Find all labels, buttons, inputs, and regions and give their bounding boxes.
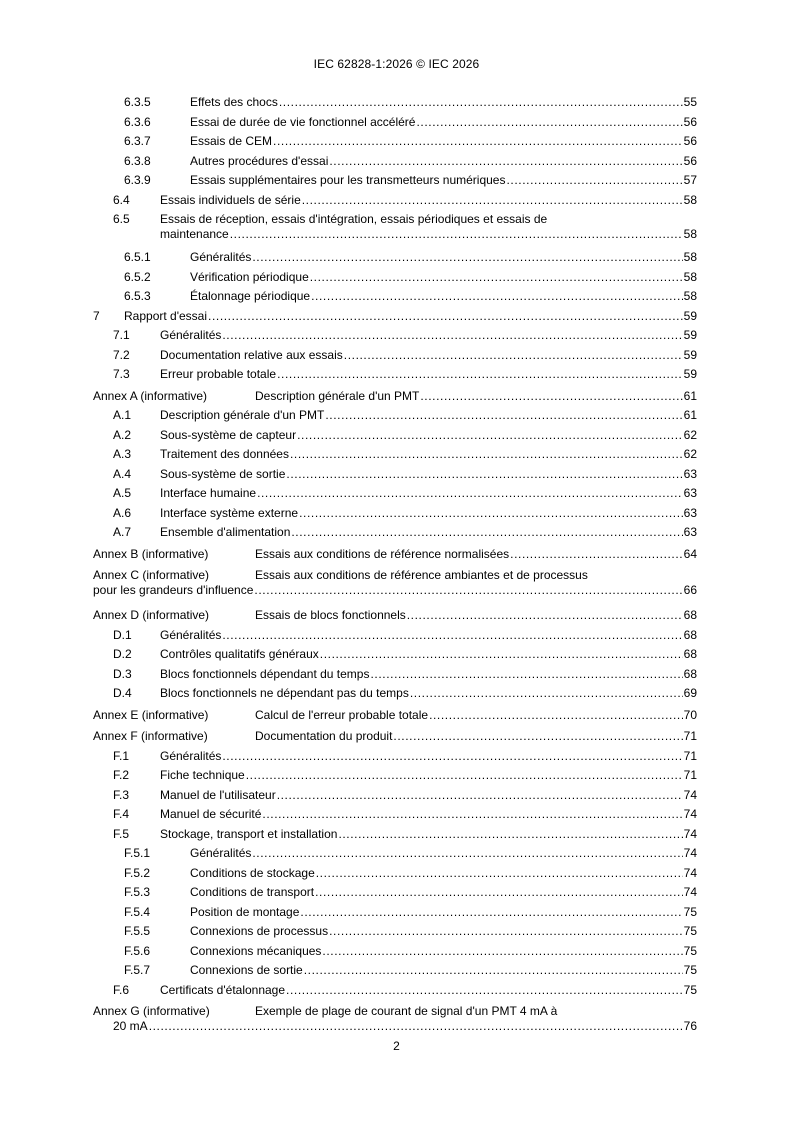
- toc-entry[interactable]: [0, 962, 793, 982]
- toc-entry-page: 64: [683, 546, 697, 561]
- toc-entry-number: F.5: [113, 826, 130, 841]
- toc-entry[interactable]: [0, 366, 793, 386]
- toc-entry[interactable]: [0, 192, 793, 212]
- toc-entry-page: 74: [683, 826, 697, 841]
- toc-entry[interactable]: [0, 943, 793, 963]
- toc-entry-title: 20 mA: [113, 1019, 148, 1033]
- toc-entry-title: Essai de durée de vie fonctionnel accéléré: [190, 114, 416, 129]
- toc-entry-number: F.5.4: [124, 904, 151, 919]
- toc-entry-number: 6.3.8: [124, 153, 151, 168]
- dot-leader: [420, 388, 682, 405]
- toc-entry-title: Essais de CEM: [190, 134, 273, 148]
- toc-entry-title: Description générale d'un PMT: [255, 388, 420, 403]
- toc-entry[interactable]: [0, 607, 793, 627]
- toc-entry-title: Ensemble d'alimentation: [160, 525, 291, 539]
- dot-leader: [393, 728, 682, 745]
- dot-leader: [344, 347, 683, 364]
- toc-entry-title: Documentation du produit: [255, 729, 393, 743]
- toc-entry[interactable]: [0, 505, 793, 525]
- toc-entry-title-line1: Essais de réception, essais d'intégration, essais périodiques et essais de: [160, 212, 548, 226]
- dot-leader: [262, 806, 682, 823]
- toc-entry[interactable]: [0, 806, 793, 826]
- toc-entry-title: Connexions de processus: [190, 924, 329, 938]
- toc-entry[interactable]: [0, 646, 793, 666]
- toc-entry-number: F.1: [113, 748, 130, 763]
- toc-entry[interactable]: [0, 685, 793, 705]
- dot-leader: [277, 366, 683, 383]
- toc-entry-number: Annex B (informative): [93, 546, 209, 561]
- toc-entry[interactable]: [0, 627, 793, 647]
- toc-entry-page: 74: [683, 807, 697, 821]
- toc-entry-number: Annex G (informative): [93, 1004, 210, 1018]
- toc-entry-page: 68: [683, 647, 697, 661]
- toc-entry[interactable]: [0, 884, 793, 904]
- dot-leader: [310, 269, 683, 286]
- toc-entry-page: 63: [683, 466, 697, 481]
- toc-entry[interactable]: [0, 485, 793, 505]
- toc-entry-number: Annex F (informative): [93, 729, 208, 743]
- toc-entry-page: 59: [683, 308, 697, 323]
- toc-entry-number: 6.5: [113, 212, 130, 226]
- toc-entry-page: 63: [683, 505, 697, 520]
- toc-entry-page: 70: [683, 707, 697, 722]
- dot-leader: [208, 308, 683, 325]
- toc-entry-page: 75: [683, 943, 697, 958]
- toc-entry-title: Effets des chocs: [190, 95, 278, 109]
- toc-entry-title: Sous-système de capteur: [160, 427, 297, 442]
- toc-entry-page: 71: [683, 768, 697, 782]
- toc-entry[interactable]: [0, 767, 793, 787]
- toc-entry-page: 57: [683, 173, 697, 187]
- toc-entry-title: Manuel de sécurité: [160, 807, 262, 821]
- toc-entry-title: Essais individuels de série: [160, 192, 301, 207]
- dot-leader: [325, 407, 682, 424]
- toc-entry-title: Interface système externe: [160, 505, 299, 520]
- toc-entry-page: 75: [683, 982, 697, 997]
- toc-entry-title: Calcul de l'erreur probable totale: [255, 707, 429, 722]
- toc-entry[interactable]: [0, 707, 793, 727]
- dot-leader: [286, 466, 682, 483]
- toc-entry-page: 76: [683, 1019, 697, 1033]
- dot-leader: [407, 607, 683, 624]
- toc-entry-number: A.5: [113, 486, 132, 500]
- toc-entry[interactable]: [0, 845, 793, 865]
- dot-leader: [254, 582, 682, 599]
- toc-entry-page: 58: [683, 227, 697, 241]
- toc-entry-number: 7.1: [113, 328, 130, 342]
- toc-entry[interactable]: [0, 982, 793, 1002]
- dot-leader: [304, 962, 683, 979]
- toc-entry-number: 6.5.2: [124, 269, 151, 284]
- toc-entry-page: 56: [683, 114, 697, 129]
- table-of-contents: [0, 94, 793, 1041]
- toc-entry[interactable]: [0, 524, 793, 544]
- toc-entry[interactable]: [0, 133, 793, 153]
- toc-entry-number: F.5.3: [124, 885, 151, 899]
- toc-entry-title: Étalonnage périodique: [190, 289, 311, 303]
- page-number: 2: [393, 1039, 400, 1053]
- toc-entry-page: 74: [683, 787, 697, 802]
- toc-entry-number: F.5.2: [124, 865, 151, 880]
- toc-entry-number: F.5.6: [124, 943, 151, 958]
- toc-entry-number: 7.3: [113, 367, 130, 381]
- toc-entry-number: A.4: [113, 466, 132, 481]
- dot-leader: [316, 865, 683, 882]
- toc-entry-number: F.3: [113, 787, 130, 802]
- dot-leader: [311, 288, 683, 305]
- toc-entry[interactable]: [0, 1003, 793, 1041]
- dot-leader: [252, 249, 682, 266]
- toc-entry-number: F.2: [113, 768, 130, 782]
- toc-entry[interactable]: [0, 865, 793, 885]
- toc-entry-title: Essais de blocs fonctionnels: [255, 608, 406, 622]
- dot-leader: [230, 226, 683, 243]
- dot-leader: [290, 446, 683, 463]
- toc-entry-title: Traitement des données: [160, 447, 289, 461]
- toc-entry-page: 61: [683, 388, 697, 403]
- toc-entry-number: F.6: [113, 982, 130, 997]
- toc-entry-page: 68: [683, 627, 697, 642]
- toc-entry[interactable]: [0, 567, 793, 605]
- toc-entry[interactable]: [0, 308, 793, 328]
- toc-entry-number: 7.2: [113, 347, 130, 362]
- toc-entry-page: 55: [683, 95, 697, 109]
- toc-entry-number: Annex A (informative): [93, 388, 208, 403]
- toc-entry[interactable]: [0, 94, 793, 114]
- dot-leader: [510, 546, 683, 563]
- toc-entry-page: 56: [683, 153, 697, 168]
- toc-entry-page: 58: [683, 289, 697, 303]
- toc-entry[interactable]: [0, 466, 793, 486]
- toc-entry-number: 7: [93, 308, 100, 323]
- toc-entry-title: Blocs fonctionnels ne dépendant pas du temps: [160, 686, 409, 700]
- toc-entry-title: Généralités: [190, 846, 252, 860]
- dot-leader: [297, 427, 683, 444]
- toc-entry-number: F.5.1: [124, 846, 151, 860]
- toc-entry-number: D.4: [113, 686, 132, 700]
- dot-leader: [149, 1018, 683, 1035]
- toc-entry-page: 75: [683, 963, 697, 977]
- toc-entry-title: Interface humaine: [160, 486, 257, 500]
- toc-entry[interactable]: [0, 288, 793, 308]
- toc-entry-page: 59: [683, 328, 697, 342]
- toc-entry-title: Conditions de stockage: [190, 865, 315, 880]
- toc-entry-page: 63: [683, 486, 697, 500]
- dot-leader: [279, 94, 683, 111]
- toc-entry-page: 74: [683, 846, 697, 860]
- toc-entry-title: Fiche technique: [160, 768, 245, 782]
- toc-entry-number: A.1: [113, 408, 132, 422]
- toc-entry-title: Rapport d'essai: [124, 308, 208, 323]
- toc-entry[interactable]: [0, 172, 793, 192]
- dot-leader: [410, 685, 683, 702]
- toc-entry-page: 58: [683, 192, 697, 207]
- toc-entry-page: 62: [683, 447, 697, 461]
- dot-leader: [299, 505, 683, 522]
- toc-entry-title: Conditions de transport: [190, 885, 315, 899]
- toc-entry-number: F.5.7: [124, 963, 151, 977]
- page-header: IEC 62828-1:2026 © IEC 2026: [313, 57, 480, 71]
- toc-entry-page: 71: [683, 729, 697, 743]
- dot-leader: [257, 485, 683, 502]
- toc-entry[interactable]: [0, 446, 793, 466]
- toc-entry[interactable]: [0, 347, 793, 367]
- toc-entry-number: A.2: [113, 427, 132, 442]
- dot-leader: [315, 884, 683, 901]
- toc-entry-title: Contrôles qualitatifs généraux: [160, 647, 319, 661]
- dot-leader: [300, 904, 682, 921]
- toc-entry-title-line1: Essais aux conditions de référence ambiantes et de processus: [255, 568, 588, 582]
- dot-leader: [222, 627, 682, 644]
- toc-entry-number: F.4: [113, 807, 130, 821]
- toc-entry-page: 69: [683, 686, 697, 700]
- toc-entry[interactable]: [0, 407, 793, 427]
- toc-entry-page: 59: [683, 367, 697, 381]
- toc-entry-page: 66: [683, 583, 697, 597]
- toc-entry[interactable]: [0, 546, 793, 566]
- dot-leader: [286, 982, 683, 999]
- toc-entry[interactable]: [0, 153, 793, 173]
- toc-entry[interactable]: [0, 249, 793, 269]
- toc-entry-title: Connexions de sortie: [190, 963, 303, 977]
- toc-entry[interactable]: [0, 787, 793, 807]
- toc-entry[interactable]: [0, 826, 793, 846]
- dot-leader: [246, 767, 683, 784]
- toc-entry-number: 6.3.6: [124, 114, 151, 129]
- toc-entry[interactable]: [0, 388, 793, 408]
- dot-leader: [273, 133, 683, 150]
- toc-entry[interactable]: [0, 327, 793, 347]
- dot-leader: [252, 845, 682, 862]
- toc-entry-title: Stockage, transport et installation: [160, 826, 338, 841]
- toc-entry-title: Essais supplémentaires pour les transmetteurs numériques: [190, 173, 506, 187]
- toc-entry-page: 62: [683, 427, 697, 442]
- toc-entry[interactable]: [0, 923, 793, 943]
- dot-leader: [322, 943, 682, 960]
- toc-entry-title: Position de montage: [190, 904, 300, 919]
- toc-entry-number: 6.4: [113, 192, 130, 207]
- toc-entry-number: 6.3.5: [124, 95, 151, 109]
- toc-entry-title: Essais aux conditions de référence normalisées: [255, 546, 510, 561]
- toc-entry-title: Généralités: [160, 627, 222, 642]
- toc-entry[interactable]: [0, 211, 793, 249]
- toc-entry-title-line1: Exemple de plage de courant de signal d'un PMT 4 mA à: [255, 1004, 558, 1018]
- toc-entry-page: 58: [683, 269, 697, 284]
- toc-entry-title: Erreur probable totale: [160, 367, 277, 381]
- toc-entry-page: 74: [683, 885, 697, 899]
- toc-entry-title: Généralités: [160, 328, 222, 342]
- toc-entry-page: 61: [683, 408, 697, 422]
- dot-leader: [222, 748, 682, 765]
- dot-leader: [320, 646, 683, 663]
- toc-entry-number: Annex E (informative): [93, 707, 209, 722]
- dot-leader: [302, 192, 683, 209]
- toc-entry-number: Annex C (informative): [93, 568, 210, 582]
- dot-leader: [222, 327, 682, 344]
- toc-entry-title: Généralités: [160, 748, 222, 763]
- dot-leader: [329, 923, 683, 940]
- dot-leader: [277, 787, 683, 804]
- toc-entry-number: A.7: [113, 525, 132, 539]
- toc-entry-title: Connexions mécaniques: [190, 943, 322, 958]
- dot-leader: [329, 153, 682, 170]
- toc-entry-number: Annex D (informative): [93, 608, 210, 622]
- toc-entry[interactable]: [0, 666, 793, 686]
- toc-entry-number: 6.5.3: [124, 289, 151, 303]
- dot-leader: [416, 114, 682, 131]
- toc-entry-title: Sous-système de sortie: [160, 466, 286, 481]
- toc-entry[interactable]: [0, 904, 793, 924]
- toc-entry-number: 6.3.9: [124, 173, 151, 187]
- dot-leader: [291, 524, 682, 541]
- toc-entry-title: Documentation relative aux essais: [160, 347, 343, 362]
- toc-entry-page: 68: [683, 666, 697, 681]
- toc-entry-page: 71: [683, 748, 697, 763]
- toc-entry-number: D.2: [113, 647, 132, 661]
- toc-entry-title: Blocs fonctionnels dépendant du temps: [160, 666, 370, 681]
- toc-entry-page: 74: [683, 865, 697, 880]
- toc-entry[interactable]: [0, 269, 793, 289]
- toc-entry-number: A.6: [113, 505, 132, 520]
- toc-entry-page: 63: [683, 525, 697, 539]
- toc-entry-title: maintenance: [160, 227, 229, 241]
- toc-entry-title: Généralités: [190, 250, 252, 264]
- toc-entry-number: A.3: [113, 447, 132, 461]
- toc-entry[interactable]: [0, 748, 793, 768]
- toc-entry[interactable]: [0, 427, 793, 447]
- toc-entry-number: D.1: [113, 627, 132, 642]
- toc-entry[interactable]: [0, 728, 793, 748]
- toc-entry-page: 75: [683, 924, 697, 938]
- toc-entry-page: 75: [683, 904, 697, 919]
- toc-entry-title: Vérification périodique: [190, 269, 309, 284]
- dot-leader: [429, 707, 683, 724]
- toc-entry-title: Manuel de l'utilisateur: [160, 787, 276, 802]
- dot-leader: [506, 172, 682, 189]
- toc-entry-title: Autres procédures d'essai: [190, 153, 329, 168]
- toc-entry-page: 58: [683, 250, 697, 264]
- dot-leader: [370, 666, 682, 683]
- toc-entry-number: 6.3.7: [124, 134, 151, 148]
- dot-leader: [338, 826, 682, 843]
- toc-entry[interactable]: [0, 114, 793, 134]
- toc-entry-title: pour les grandeurs d'influence: [93, 583, 254, 597]
- toc-entry-number: 6.5.1: [124, 250, 151, 264]
- toc-entry-number: D.3: [113, 666, 132, 681]
- toc-entry-page: 56: [683, 134, 697, 148]
- toc-entry-page: 59: [683, 347, 697, 362]
- toc-entry-page: 68: [683, 608, 697, 622]
- toc-entry-number: F.5.5: [124, 924, 151, 938]
- toc-entry-title: Description générale d'un PMT: [160, 408, 325, 422]
- toc-entry-title: Certificats d'étalonnage: [160, 982, 286, 997]
